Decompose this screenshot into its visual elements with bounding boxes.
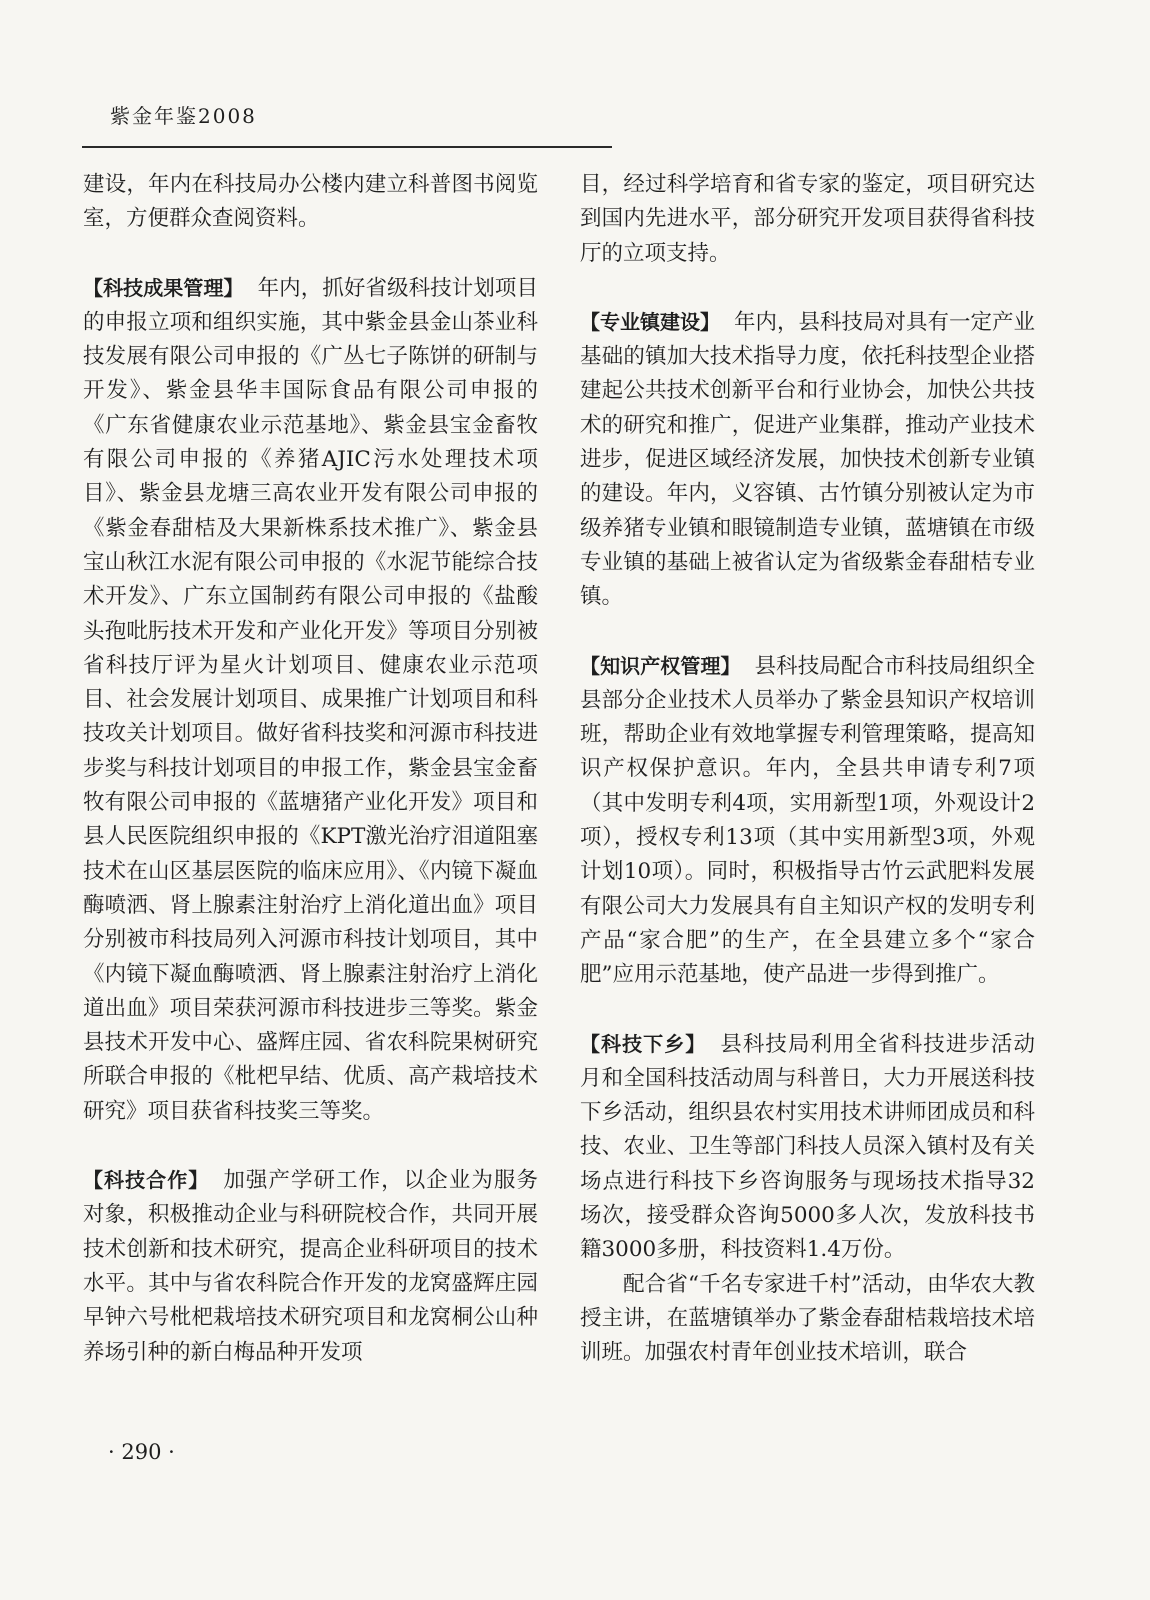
page-number: · 290 · xyxy=(108,1440,175,1464)
section-body: 县科技局利用全省科技进步活动月和全国科技活动周与科普日，大力开展送科技下乡活动，组织县农村实用技术讲师团成员和科技、农业、卫生等部门科技人员深入镇村及有关场点进行科技下乡咨询服务与现场技术指导32场次，接受群众咨询5000多人次，发放科技书籍3000多册，科技资料1.4万份。 xyxy=(580,1031,1035,1263)
section-heading: 【知识产权管理】 xyxy=(580,653,741,678)
section-body: 年内，抓好省级科技计划项目的申报立项和组织实施，其中紫金县金山茶业科技发展有限公司申报的《广丛七子陈饼的研制与开发》、紫金县华丰国际食品有限公司申报的《广东省健康农业示范基地》、紫金县宝金畜牧有限公司申报的《养猪AJIC污水处理技术项目》、紫金县龙塘三高农业开发有限公司申报的《紫金春甜桔及大果新株系技术推广》、紫金县宝山秋江水泥有限公司申报的《水泥节能综合技术开发》、广东立国制药有限公司申报的《盐酸头孢吡肟技术开发和产业化开发》等项目分别被省科技厅评为星火计划项目、健康农业示范项目、社会发展计划项目、成果推广计划项目和科技攻关计划项目。做好省科技奖和河源市科技进步奖与科技计划项目的申报工作，紫金县宝金畜牧有限公司申报的《蓝塘猪产业化开发》项目和县人民医院组织申报的《KPT激光治疗泪道阻塞技术在山区基层医院的临床应用》、《内镜下凝血酶喷洒、肾上腺素注射治疗上消化道出血》项目分别被市科技局列入河源市科技计划项目，其中《内镜下凝血酶喷洒、肾上腺素注射治疗上消化道出血》项目荣获河源市科技进步三等奖。紫金县技术开发中心、盛辉庄园、省农科院果树研究所联合申报的《枇杷早结、优质、高产栽培技术研究》项目获省科技奖三等奖。 xyxy=(83,275,538,1124)
header-rule xyxy=(82,146,612,148)
paragraph-continuation: 建设，年内在科技局办公楼内建立科普图书阅览室，方便群众查阅资料。 xyxy=(83,172,538,232)
section-body: 年内，县科技局对具有一定产业基础的镇加大技术指导力度，依托科技型企业搭建起公共技术创新平台和行业协会，加快公共技术的研究和推广，促进产业集群，推动产业技术进步，促进区域经济发展，加快技术创新专业镇的建设。年内，义容镇、古竹镇分别被认定为市级养猪专业镇和眼镜制造专业镇，蓝塘镇在市级专业镇的基础上被省认定为省级紫金春甜桔专业镇。 xyxy=(580,309,1036,610)
section-cooperation xyxy=(83,1163,538,1370)
section-achievements xyxy=(83,271,538,1129)
section-heading: 【科技成果管理】 xyxy=(83,275,244,300)
section-body: 加强产学研工作，以企业为服务对象，积极推动企业与科研院校合作，共同开展技术创新和技术研究，提高企业科研项目的技术水平。其中与省农科院合作开发的龙窝盛辉庄园早钟六号枇杷栽培技术研究项目和龙窝桐公山种养场引种的新白梅品种开发项 xyxy=(83,1168,538,1365)
section-tech-to-countryside xyxy=(580,1027,1035,1268)
section-heading: 【科技合作】 xyxy=(83,1168,210,1193)
paragraph: 配合省“千名专家进千村”活动，由华农大教授主讲，在蓝塘镇举办了紫金春甜桔栽培技术培训班。加强农村青年创业技术培训，联合 xyxy=(580,1271,1035,1366)
left-column xyxy=(83,168,538,1370)
right-column xyxy=(580,168,1035,1371)
section-heading: 【科技下乡】 xyxy=(580,1031,707,1056)
section-specialized-towns xyxy=(580,305,1035,615)
section-ip-management xyxy=(580,649,1035,993)
running-title: 紫金年鉴2008 xyxy=(110,104,257,128)
section-body: 县科技局配合市科技局组织全县部分企业技术人员举办了紫金县知识产权培训班，帮助企业有效地掌握专利管理策略，提高知识产权保护意识。年内，全县共申请专利7项（其中发明专利4项，实用新型1项，外观设计2项），授权专利13项（其中实用新型3项，外观计划10项）。同时，积极指导古竹云武肥料发展有限公司大力发展具有自主知识产权的发明专利产品“家合肥”的生产，在全县建立多个“家合肥”应用示范基地，使产品进一步得到推广。 xyxy=(580,653,1035,988)
paragraph-continuation: 目，经过科学培育和省专家的鉴定，项目研究达到国内先进水平，部分研究开发项目获得省科技厅的立项支持。 xyxy=(580,172,1035,266)
section-heading: 【专业镇建设】 xyxy=(580,309,720,334)
